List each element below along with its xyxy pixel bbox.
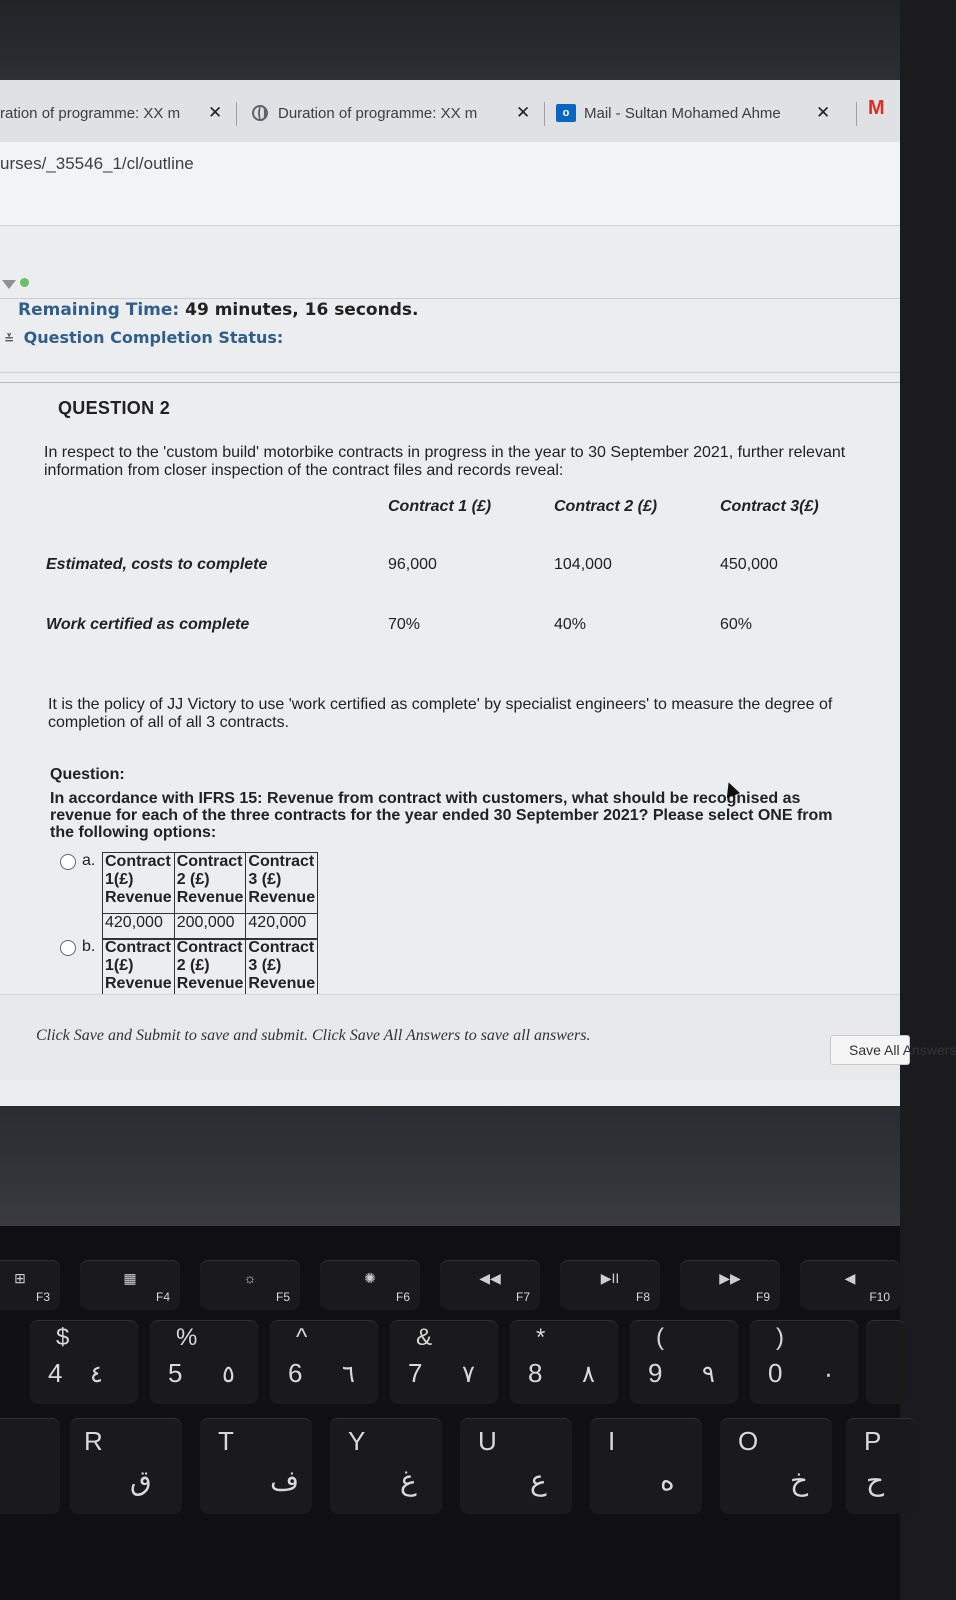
key-arabic-symbol: ٦ xyxy=(342,1361,355,1388)
key-shift-symbol: ^ xyxy=(296,1324,308,1351)
key-fn-label: F6 xyxy=(395,1290,410,1304)
keyboard xyxy=(0,1226,900,1600)
mute-icon: ◀ xyxy=(844,1270,856,1286)
intro-line: In respect to the 'custom build' motorbike contracts in progress in the year to 30 September 2021, further relevant xyxy=(44,444,846,461)
key-letter: R xyxy=(84,1426,103,1456)
option-b-table xyxy=(102,938,318,1000)
key-shift-symbol: % xyxy=(176,1324,198,1351)
policy-text xyxy=(48,696,888,732)
key-f9 xyxy=(680,1260,780,1310)
key-arabic-symbol: ٩ xyxy=(702,1361,715,1388)
key-fn-label: F3 xyxy=(35,1290,50,1304)
key-letter: U xyxy=(478,1426,497,1456)
key-arabic-letter: ف xyxy=(270,1465,300,1496)
key-main-symbol: 0 xyxy=(768,1358,783,1388)
option-b-subheader: Revenue xyxy=(174,975,246,999)
option-b-header: Contract 3 (£) xyxy=(246,939,318,976)
key-9 xyxy=(630,1320,738,1404)
globe-icon xyxy=(252,105,268,121)
option-a-subheader: Revenue xyxy=(174,889,246,913)
option-b-header: Contract 2 (£) xyxy=(174,939,246,976)
mission-control-icon: ⊞ xyxy=(14,1270,26,1286)
close-icon[interactable]: ✕ xyxy=(516,103,531,122)
option-letter: a. xyxy=(82,852,96,869)
column-header-contract-3: Contract 3(£) xyxy=(720,498,819,515)
key-arabic-symbol: ٧ xyxy=(462,1361,475,1388)
key-arabic-letter: خ xyxy=(790,1465,809,1496)
radio-button-a[interactable] xyxy=(60,854,76,870)
key-letter: O xyxy=(738,1426,759,1456)
option-letter: b. xyxy=(82,938,96,955)
option-b-header: Contract 1(£) xyxy=(103,939,175,976)
url-text[interactable]: urses/_35546_1/cl/outline xyxy=(0,154,194,173)
key-fn-label: F10 xyxy=(869,1290,890,1304)
key-shift-symbol: ) xyxy=(776,1324,784,1351)
cell-work-contract-2: 40% xyxy=(554,616,587,633)
key-f10 xyxy=(800,1260,900,1310)
key-i xyxy=(590,1418,702,1514)
key-t xyxy=(200,1418,312,1514)
key-main-symbol: 4 xyxy=(48,1358,63,1388)
save-instructions: Click Save and Submit to save and submit. Click Save All Answers to save all answers. xyxy=(36,1027,591,1044)
fast-forward-icon: ▶▶ xyxy=(719,1270,741,1286)
status-dot-icon xyxy=(20,278,29,287)
key-shift-symbol: * xyxy=(536,1324,546,1351)
question-intro xyxy=(44,444,900,480)
key-f7 xyxy=(440,1260,540,1310)
option-a-header: Contract 3 (£) xyxy=(246,853,318,890)
save-instructions-bar xyxy=(0,994,956,1080)
key-main-symbol: 5 xyxy=(168,1358,183,1388)
key-8 xyxy=(510,1320,618,1404)
key-fn-label: F7 xyxy=(515,1290,530,1304)
key-arabic-symbol: ٨ xyxy=(582,1361,595,1388)
divider xyxy=(0,372,900,373)
key-shift-symbol: ( xyxy=(656,1324,664,1351)
key-shift-symbol: & xyxy=(416,1324,433,1351)
option-a-value: 420,000 xyxy=(103,913,175,939)
key-arabic-symbol: ٥ xyxy=(222,1361,235,1388)
key-shift-symbol: $ xyxy=(56,1324,70,1351)
key-f4 xyxy=(80,1260,180,1310)
key-main-symbol: 7 xyxy=(408,1358,423,1388)
chevron-down-icon: ≚ xyxy=(4,332,15,346)
key-letter: Y xyxy=(348,1426,366,1456)
option-a-table xyxy=(102,852,318,940)
key-f6 xyxy=(320,1260,420,1310)
key-f8 xyxy=(560,1260,660,1310)
tab-title: Mail - Sultan Mohamed Ahme xyxy=(584,104,781,122)
key-u xyxy=(460,1418,572,1514)
completion-status-label: Question Completion Status: xyxy=(23,328,284,347)
question-line: revenue for each of the three contracts for the year ended 30 September 2021? Please select ONE from xyxy=(50,807,833,824)
cell-costs-contract-2: 104,000 xyxy=(554,556,612,573)
question-line: In accordance with IFRS 15: Revenue from contract with customers, what should be recognised as xyxy=(50,790,801,807)
key-arabic-symbol: ٠ xyxy=(822,1361,835,1388)
policy-line: completion of all of all 3 contracts. xyxy=(48,714,290,731)
remaining-time xyxy=(18,300,418,320)
key-main-symbol: 6 xyxy=(288,1358,303,1388)
key-0 xyxy=(750,1320,858,1404)
question-line: the following options: xyxy=(50,824,217,841)
cell-costs-contract-3: 450,000 xyxy=(720,556,778,573)
option-a-header: Contract 2 (£) xyxy=(174,853,246,890)
column-header-contract-1: Contract 1 (£) xyxy=(388,498,492,515)
key-arabic-letter: ق xyxy=(130,1465,152,1496)
cell-work-contract-1: 70% xyxy=(388,616,421,633)
tab-title: ration of programme: XX m xyxy=(0,104,181,122)
key-o xyxy=(720,1418,832,1514)
key-letter: P xyxy=(864,1426,882,1456)
tab-duration-1[interactable] xyxy=(0,98,228,128)
tab-duration-2[interactable] xyxy=(252,98,532,128)
question-title: QUESTION 2 xyxy=(58,398,171,418)
option-a-subheader: Revenue xyxy=(103,889,175,913)
key-main-symbol: 8 xyxy=(528,1358,543,1388)
key-arabic-symbol: ٤ xyxy=(90,1361,103,1388)
save-all-answers-button[interactable]: Save All Answers xyxy=(830,1035,910,1065)
play-pause-icon: ▶II xyxy=(600,1270,620,1286)
screen-bezel xyxy=(0,0,900,80)
key-arabic-letter: غ xyxy=(400,1465,417,1496)
key-letter: I xyxy=(608,1426,616,1456)
option-a-value: 200,000 xyxy=(174,913,246,939)
tab-separator xyxy=(856,102,857,126)
row-label-work-certified: Work certified as complete xyxy=(46,616,250,633)
divider xyxy=(0,298,900,299)
option-a-subheader: Revenue xyxy=(246,889,318,913)
key-fn-label: F9 xyxy=(755,1290,770,1304)
question-text xyxy=(50,790,890,841)
cell-costs-contract-1: 96,000 xyxy=(388,556,437,573)
key-arabic-letter: ع xyxy=(530,1465,547,1496)
key-r xyxy=(70,1418,182,1514)
outlook-icon: o xyxy=(556,104,576,122)
divider xyxy=(0,382,900,383)
key-f5 xyxy=(200,1260,300,1310)
option-a-value: 420,000 xyxy=(246,913,318,939)
laptop-bezel-bottom xyxy=(0,1106,900,1226)
key-letter: T xyxy=(218,1426,234,1456)
close-icon[interactable]: ✕ xyxy=(208,103,223,122)
option-b-subheader: Revenue xyxy=(246,975,318,999)
launchpad-icon: ▦ xyxy=(123,1270,137,1286)
column-header-contract-2: Contract 2 (£) xyxy=(554,498,658,515)
policy-line: It is the policy of JJ Victory to use 'work certified as complete' by specialist engineers' to measure the degree of xyxy=(48,696,833,713)
row-label-costs: Estimated, costs to complete xyxy=(46,556,268,573)
browser-tab-strip xyxy=(0,80,900,142)
remaining-time-value: 49 minutes, 16 seconds. xyxy=(185,300,419,320)
key-f3 xyxy=(0,1260,60,1310)
key-p xyxy=(846,1418,916,1514)
tab-separator xyxy=(236,102,237,126)
gmail-icon[interactable]: M xyxy=(868,97,885,119)
tab-mail[interactable] xyxy=(556,98,848,128)
key-5 xyxy=(150,1320,258,1404)
key-7 xyxy=(390,1320,498,1404)
remaining-time-label: Remaining Time: xyxy=(18,300,180,320)
radio-button-b[interactable] xyxy=(60,940,76,956)
key-main-symbol: 9 xyxy=(648,1358,663,1388)
option-b-subheader: Revenue xyxy=(103,975,175,999)
rewind-icon: ◀◀ xyxy=(479,1270,501,1286)
address-bar xyxy=(0,142,900,226)
keyboard-brightness-down-icon: ☼ xyxy=(243,1270,257,1286)
collapse-triangle-icon[interactable] xyxy=(2,280,16,289)
question-completion-status[interactable] xyxy=(4,328,283,347)
tab-title: Duration of programme: XX m xyxy=(278,104,478,122)
key-tab xyxy=(0,1418,60,1514)
key-fn-label: F5 xyxy=(275,1290,290,1304)
key-arabic-letter: ه xyxy=(660,1465,675,1496)
option-a-header: Contract 1(£) xyxy=(103,853,175,890)
cell-work-contract-3: 60% xyxy=(720,616,753,633)
key-fn-label: F8 xyxy=(635,1290,650,1304)
key-fn-label: F4 xyxy=(155,1290,170,1304)
key-6 xyxy=(270,1320,378,1404)
close-icon[interactable]: ✕ xyxy=(816,103,831,122)
tab-separator xyxy=(544,102,545,126)
key-arabic-letter: ح xyxy=(866,1465,885,1496)
test-page xyxy=(0,226,956,1106)
key-4 xyxy=(30,1320,138,1404)
keyboard-brightness-up-icon: ✺ xyxy=(364,1270,376,1286)
key-y xyxy=(330,1418,442,1514)
question-label: Question: xyxy=(50,766,125,783)
key-minus xyxy=(866,1320,906,1404)
intro-line: information from closer inspection of the contract files and records reveal: xyxy=(44,462,564,479)
